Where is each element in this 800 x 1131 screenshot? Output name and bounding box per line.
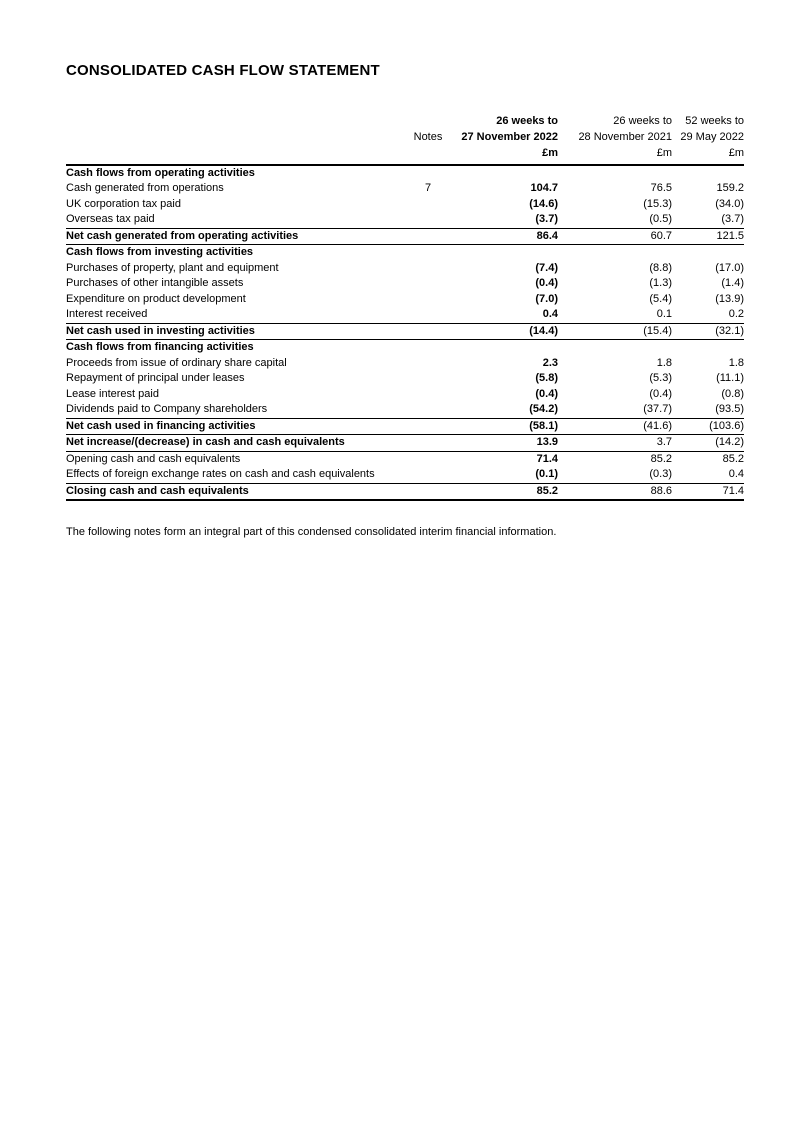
row-note [402, 483, 454, 500]
value-prior-period [558, 165, 672, 182]
row-note [402, 307, 454, 323]
value-full-year [672, 165, 744, 182]
header-date-row [66, 129, 744, 145]
value-prior-period: 0.1 [656, 308, 672, 320]
row-note [402, 261, 454, 277]
table-row [66, 435, 744, 452]
header-spacer [66, 145, 402, 165]
row-note: 7 [424, 182, 432, 194]
row-note [402, 451, 454, 467]
value-current-period: 13.9 [454, 435, 558, 452]
value-current-period [454, 245, 558, 261]
row-label: Opening cash and cash equivalents [66, 452, 241, 465]
row-note [402, 245, 454, 261]
value-full-year [672, 340, 744, 356]
column-header-unit-fullyear: £m [672, 145, 744, 165]
row-note [402, 276, 454, 292]
header-spacer [66, 129, 402, 145]
table-row [66, 276, 744, 292]
value-prior-period: 3.7 [558, 435, 672, 452]
value-full-year: (34.0) [715, 197, 744, 210]
table-row [66, 307, 744, 323]
table-header [66, 113, 744, 165]
row-note [402, 467, 454, 483]
table-row [66, 418, 744, 435]
row-label: Net increase/(decrease) in cash and cash equivalents [66, 435, 402, 452]
value-current-period: 71.4 [536, 452, 558, 465]
value-full-year: 0.4 [728, 468, 744, 480]
value-full-year: (11.1) [716, 372, 744, 384]
value-current-period: 86.4 [454, 228, 558, 245]
value-full-year: 71.4 [672, 483, 744, 500]
value-prior-period: (0.3) [649, 468, 672, 480]
row-label: Dividends paid to Company shareholders [66, 403, 268, 415]
header-spacer [66, 113, 402, 129]
column-header-date-fullyear: 29 May 2022 [680, 130, 744, 143]
row-note [402, 340, 454, 356]
value-current-period: 2.3 [542, 356, 558, 369]
value-current-period [454, 340, 558, 356]
section-header-row [66, 165, 744, 182]
value-full-year: 159.2 [716, 182, 744, 194]
value-current-period: 104.7 [530, 182, 558, 194]
table-row [66, 467, 744, 483]
table-row [66, 228, 744, 245]
row-note [402, 402, 454, 418]
column-header-notes: Notes [413, 130, 443, 143]
value-current-period: (14.6) [529, 197, 558, 210]
value-current-period: (7.4) [535, 261, 558, 274]
value-full-year: (17.0) [715, 261, 744, 274]
value-prior-period: 60.7 [558, 228, 672, 245]
footnote-text: The following notes form an integral part of this condensed consolidated interim financial information. [66, 526, 557, 538]
row-note [402, 197, 454, 213]
value-current-period: 85.2 [454, 483, 558, 500]
table-row [66, 197, 744, 213]
row-label: UK corporation tax paid [66, 197, 181, 210]
value-prior-period: (15.3) [643, 197, 672, 210]
row-label: Cash flows from operating activities [66, 166, 255, 179]
table-row [66, 356, 744, 372]
row-label: Repayment of principal under leases [66, 372, 245, 384]
row-note [402, 387, 454, 403]
row-note [402, 165, 454, 182]
value-prior-period [558, 340, 672, 356]
value-current-period: (0.4) [535, 387, 558, 400]
value-full-year: (1.4) [721, 277, 744, 289]
row-label: Net cash used in financing activities [66, 418, 402, 435]
header-unit-row [66, 145, 744, 165]
row-label: Purchases of property, plant and equipment [66, 261, 279, 274]
row-note [402, 212, 454, 228]
column-header-period-fullyear: 52 weeks to [685, 114, 744, 127]
value-full-year: 121.5 [672, 228, 744, 245]
value-current-period [454, 165, 558, 182]
row-label: Cash generated from operations [66, 182, 224, 194]
value-prior-period: (5.4) [649, 292, 672, 305]
value-full-year: 1.8 [728, 356, 744, 369]
row-label: Net cash generated from operating activities [66, 228, 402, 245]
row-note [402, 323, 454, 340]
column-header-unit-prior: £m [558, 145, 672, 165]
row-label: Proceeds from issue of ordinary share capital [66, 356, 287, 369]
table-row [66, 261, 744, 277]
value-current-period: (0.4) [535, 277, 558, 289]
table-row [66, 387, 744, 403]
value-prior-period: 76.5 [650, 182, 672, 194]
page-title: CONSOLIDATED CASH FLOW STATEMENT [66, 62, 380, 79]
value-current-period: 0.4 [542, 308, 558, 320]
table-row [66, 323, 744, 340]
column-header-date-current: 27 November 2022 [461, 130, 558, 143]
row-note [402, 371, 454, 387]
row-label: Cash flows from investing activities [66, 246, 254, 258]
row-label: Lease interest paid [66, 387, 159, 400]
row-note [402, 228, 454, 245]
table-row [66, 402, 744, 418]
column-header-period-current: 26 weeks to [496, 114, 558, 127]
row-note [402, 435, 454, 452]
value-current-period: (58.1) [454, 418, 558, 435]
value-full-year: (103.6) [672, 418, 744, 435]
row-label: Purchases of other intangible assets [66, 277, 244, 289]
row-label: Overseas tax paid [66, 213, 155, 225]
value-prior-period: (8.8) [649, 261, 672, 274]
column-header-date-prior: 28 November 2021 [578, 130, 672, 143]
row-label: Net cash used in investing activities [66, 323, 402, 340]
table-row [66, 292, 744, 308]
section-header-row [66, 245, 744, 261]
table-row [66, 371, 744, 387]
row-note [402, 356, 454, 372]
table-row [66, 181, 744, 197]
row-label: Cash flows from financing activities [66, 341, 254, 353]
value-prior-period [558, 245, 672, 261]
column-header-unit-current: £m [454, 145, 558, 165]
value-prior-period: 1.8 [656, 356, 672, 369]
value-full-year: (14.2) [672, 435, 744, 452]
value-prior-period: 85.2 [650, 452, 672, 465]
section-header-row [66, 340, 744, 356]
row-label: Closing cash and cash equivalents [66, 483, 402, 500]
row-note [402, 418, 454, 435]
value-prior-period: (15.4) [558, 323, 672, 340]
value-full-year: (32.1) [672, 323, 744, 340]
cash-flow-table [66, 113, 744, 501]
value-full-year: 85.2 [722, 452, 744, 465]
header-spacer [402, 145, 454, 165]
column-header-period-prior: 26 weeks to [613, 114, 672, 127]
value-current-period: (14.4) [454, 323, 558, 340]
value-current-period: (0.1) [535, 468, 558, 480]
table-row [66, 483, 744, 500]
value-prior-period: (1.3) [649, 277, 672, 289]
value-prior-period: (5.3) [649, 372, 672, 384]
value-full-year [672, 245, 744, 261]
value-full-year: 0.2 [728, 308, 744, 320]
value-current-period: (7.0) [535, 292, 558, 305]
value-full-year: (93.5) [715, 403, 744, 415]
value-prior-period: (37.7) [643, 403, 672, 415]
value-prior-period: (0.4) [649, 387, 672, 400]
row-label: Effects of foreign exchange rates on cash and cash equivalents [66, 468, 375, 480]
value-prior-period: (0.5) [649, 213, 672, 225]
value-prior-period: (41.6) [558, 418, 672, 435]
row-note [402, 292, 454, 308]
value-full-year: (13.9) [715, 292, 744, 305]
row-label: Interest received [66, 308, 148, 320]
table-row [66, 212, 744, 228]
table-row [66, 451, 744, 467]
value-prior-period: 88.6 [558, 483, 672, 500]
value-full-year: (3.7) [721, 213, 744, 225]
header-spacer [402, 113, 454, 129]
value-current-period: (54.2) [529, 403, 558, 415]
row-label: Expenditure on product development [66, 292, 246, 305]
value-full-year: (0.8) [721, 387, 744, 400]
value-current-period: (3.7) [535, 213, 558, 225]
cashflow-table-body [66, 165, 744, 501]
header-period-row [66, 113, 744, 129]
value-current-period: (5.8) [535, 372, 558, 384]
